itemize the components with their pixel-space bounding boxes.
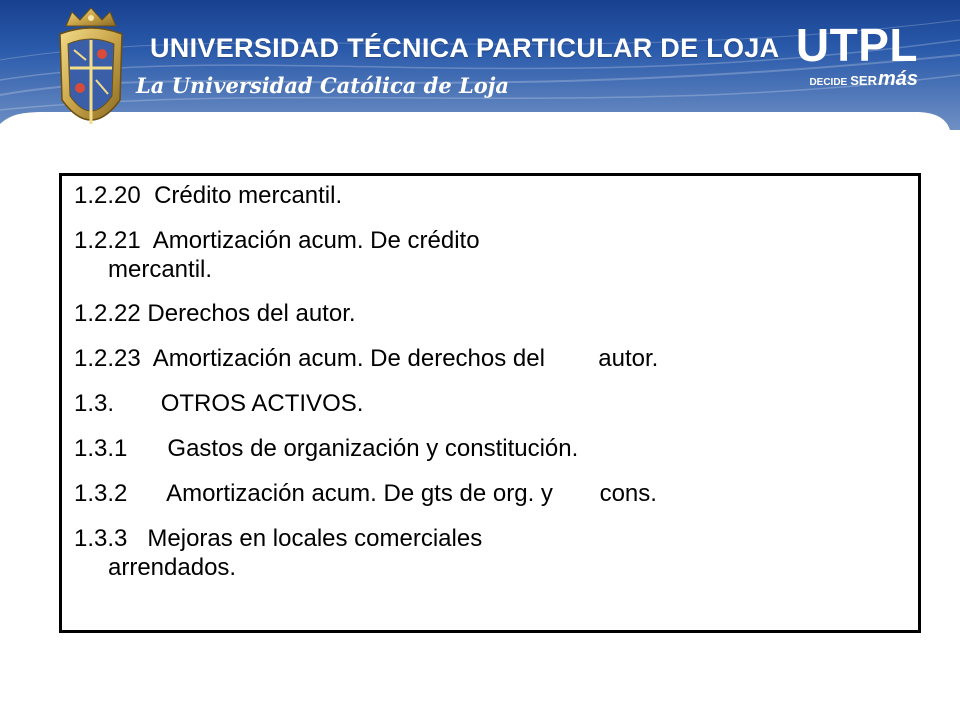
item-text: Crédito mercantil. — [140, 182, 343, 209]
utpl-logo — [780, 19, 930, 92]
slogan-word-3: más — [877, 68, 918, 90]
item-text: Amortización acum. De gts de org. y cons. — [127, 480, 657, 507]
university-name: UNIVERSIDAD TÉCNICA PARTICULAR DE LOJA — [150, 33, 780, 63]
item-number: 1.2.22 — [74, 300, 141, 327]
item-continuation: arrendados. — [108, 554, 237, 581]
list-item — [74, 181, 914, 211]
list-item — [74, 389, 914, 419]
slogan-word-2: SER — [850, 73, 877, 88]
header-banner — [0, 0, 960, 130]
list-item — [74, 479, 914, 509]
item-text: Amortización acum. De crédito — [140, 227, 480, 254]
university-tagline: La Universidad Católica de Loja — [136, 73, 509, 98]
item-text: OTROS ACTIVOS. — [114, 390, 364, 417]
item-number: 1.2.21 — [74, 227, 141, 254]
brand-slogan — [809, 68, 918, 94]
list-item — [74, 434, 914, 464]
item-number: 1.3.3 — [74, 525, 128, 552]
item-number: 1.3.1 — [74, 435, 128, 462]
item-number: 1.2.23 — [74, 345, 141, 372]
list-item — [74, 344, 914, 374]
brand-name: UTPL — [795, 19, 918, 71]
list-item — [74, 524, 914, 582]
item-number: 1.2.20 — [74, 182, 141, 209]
account-list — [74, 181, 914, 597]
slogan-word-1: DECIDE — [809, 77, 848, 88]
item-text: Derechos del autor. — [140, 300, 356, 327]
item-number: 1.3. — [74, 390, 115, 417]
list-item — [74, 226, 914, 284]
university-crest-icon — [52, 4, 130, 142]
item-number: 1.3.2 — [74, 480, 128, 507]
item-continuation: mercantil. — [108, 256, 213, 283]
content-box — [59, 173, 921, 633]
item-text: Mejoras en locales comerciales — [127, 525, 483, 552]
item-text: Amortización acum. De derechos del autor. — [140, 345, 659, 372]
item-text: Gastos de organización y constitución. — [127, 435, 579, 462]
list-item — [74, 299, 914, 329]
